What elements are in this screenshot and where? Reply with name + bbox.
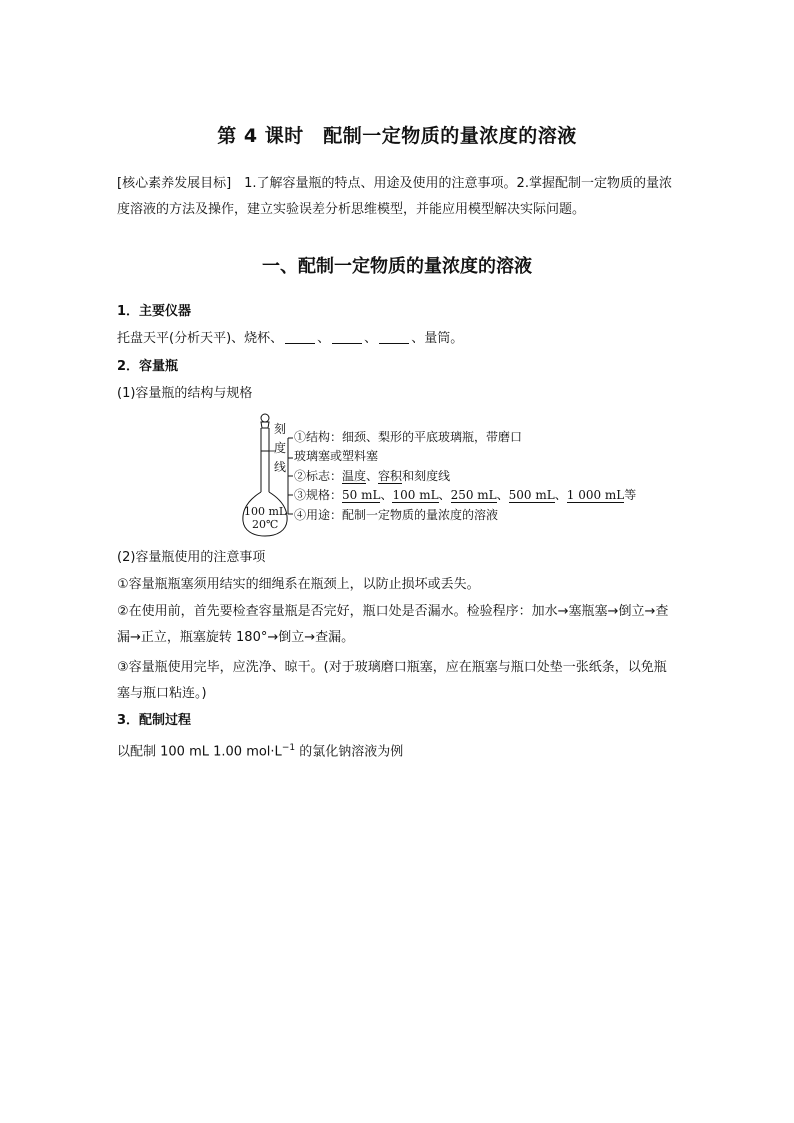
item1-text-start: 托盘天平(分析天平)、烧杯、 bbox=[117, 331, 284, 346]
stopper-knob bbox=[261, 414, 269, 422]
note-3: ③容量瓶使用完毕，应洗净、晾干。(对于玻璃磨口瓶塞，应在瓶塞与瓶口处垫一张纸条，以免瓶塞与瓶口粘连。) bbox=[117, 660, 667, 701]
mark-char-2: 度 bbox=[273, 441, 286, 455]
marks-volume: 容积 bbox=[378, 469, 403, 483]
marks-line bbox=[294, 469, 450, 483]
item2-label: 2．容量瓶 bbox=[117, 359, 179, 374]
marks-prefix: ②标志： bbox=[294, 469, 343, 483]
item2-sub2: (2)容量瓶使用的注意事项 bbox=[117, 550, 266, 565]
blank-1 bbox=[285, 329, 315, 344]
note-1: ①容量瓶瓶塞须用结实的细绳系在瓶颈上，以防止损坏或丢失。 bbox=[117, 577, 480, 592]
core-goals bbox=[117, 171, 679, 223]
item1-label: 1．主要仪器 bbox=[117, 304, 192, 319]
bottle-temp-label: 20℃ bbox=[252, 518, 279, 531]
usage-line: ④用途：配制一定物质的量浓度的溶液 bbox=[294, 508, 499, 522]
spec-suffix: 等 bbox=[624, 488, 637, 502]
marks-temperature: 温度 bbox=[342, 469, 367, 483]
structure-line-a: ①结构：细颈、梨形的平底玻璃瓶，带磨口 bbox=[294, 430, 523, 444]
spec-sep-4: 、 bbox=[554, 488, 567, 502]
spec-100: 100 mL bbox=[392, 488, 439, 502]
volumetric-flask-figure bbox=[238, 410, 637, 538]
goals-tag: [核心素养发展目标] bbox=[117, 176, 232, 191]
spec-50: 50 mL bbox=[342, 488, 381, 502]
section-heading: 一、配制一定物质的量浓度的溶液 bbox=[262, 256, 532, 277]
spec-sep-2: 、 bbox=[438, 488, 451, 502]
lesson-title: 第 4 课时 配制一定物质的量浓度的溶液 bbox=[217, 125, 577, 147]
blank-2 bbox=[332, 329, 362, 344]
bottle-volume-label: 100 mL bbox=[244, 505, 287, 518]
blank-3 bbox=[379, 329, 409, 344]
item1-sep-2: 、 bbox=[364, 331, 378, 346]
spec-250: 250 mL bbox=[450, 488, 497, 502]
stopper-plug bbox=[261, 422, 269, 428]
item3-text bbox=[117, 738, 403, 762]
mark-char-1: 刻 bbox=[273, 422, 286, 436]
marks-suffix: 和刻度线 bbox=[402, 469, 451, 483]
note-2: ②在使用前，首先要检查容量瓶是否完好，瓶口处是否漏水。检验程序：加水→塞瓶塞→倒立→查漏→正立，瓶塞旋转 180°→倒立→查漏。 bbox=[117, 604, 669, 645]
spec-prefix: ③规格： bbox=[294, 488, 343, 502]
item3-text-end: 的氯化钠溶液为例 bbox=[295, 744, 404, 760]
item3-sup: −1 bbox=[281, 743, 296, 753]
marks-sep: 、 bbox=[366, 469, 379, 483]
spec-500: 500 mL bbox=[508, 488, 555, 502]
structure-line-b: 玻璃塞或塑料塞 bbox=[294, 449, 379, 463]
spec-sep-3: 、 bbox=[496, 488, 509, 502]
spec-sep-1: 、 bbox=[380, 488, 393, 502]
goals-text: 1.了解容量瓶的特点、用途及使用的注意事项。2.掌握配制一定物质的量浓度溶液的方法及操作，建立实验误差分析思维模型，并能应用模型解决实际问题。 bbox=[117, 176, 672, 217]
spec-1000: 1 000 mL bbox=[566, 488, 625, 502]
item3-text-start: 以配制 100 mL 1.00 mol·L bbox=[117, 744, 282, 760]
item1-text bbox=[117, 329, 463, 349]
item3-label: 3．配制过程 bbox=[117, 713, 192, 728]
item1-sep-1: 、 bbox=[317, 331, 331, 346]
item2-sub1: (1)容量瓶的结构与规格 bbox=[117, 386, 253, 401]
spec-line bbox=[294, 488, 636, 502]
item1-text-end: 、量筒。 bbox=[411, 331, 464, 346]
mark-char-3: 线 bbox=[273, 460, 286, 474]
